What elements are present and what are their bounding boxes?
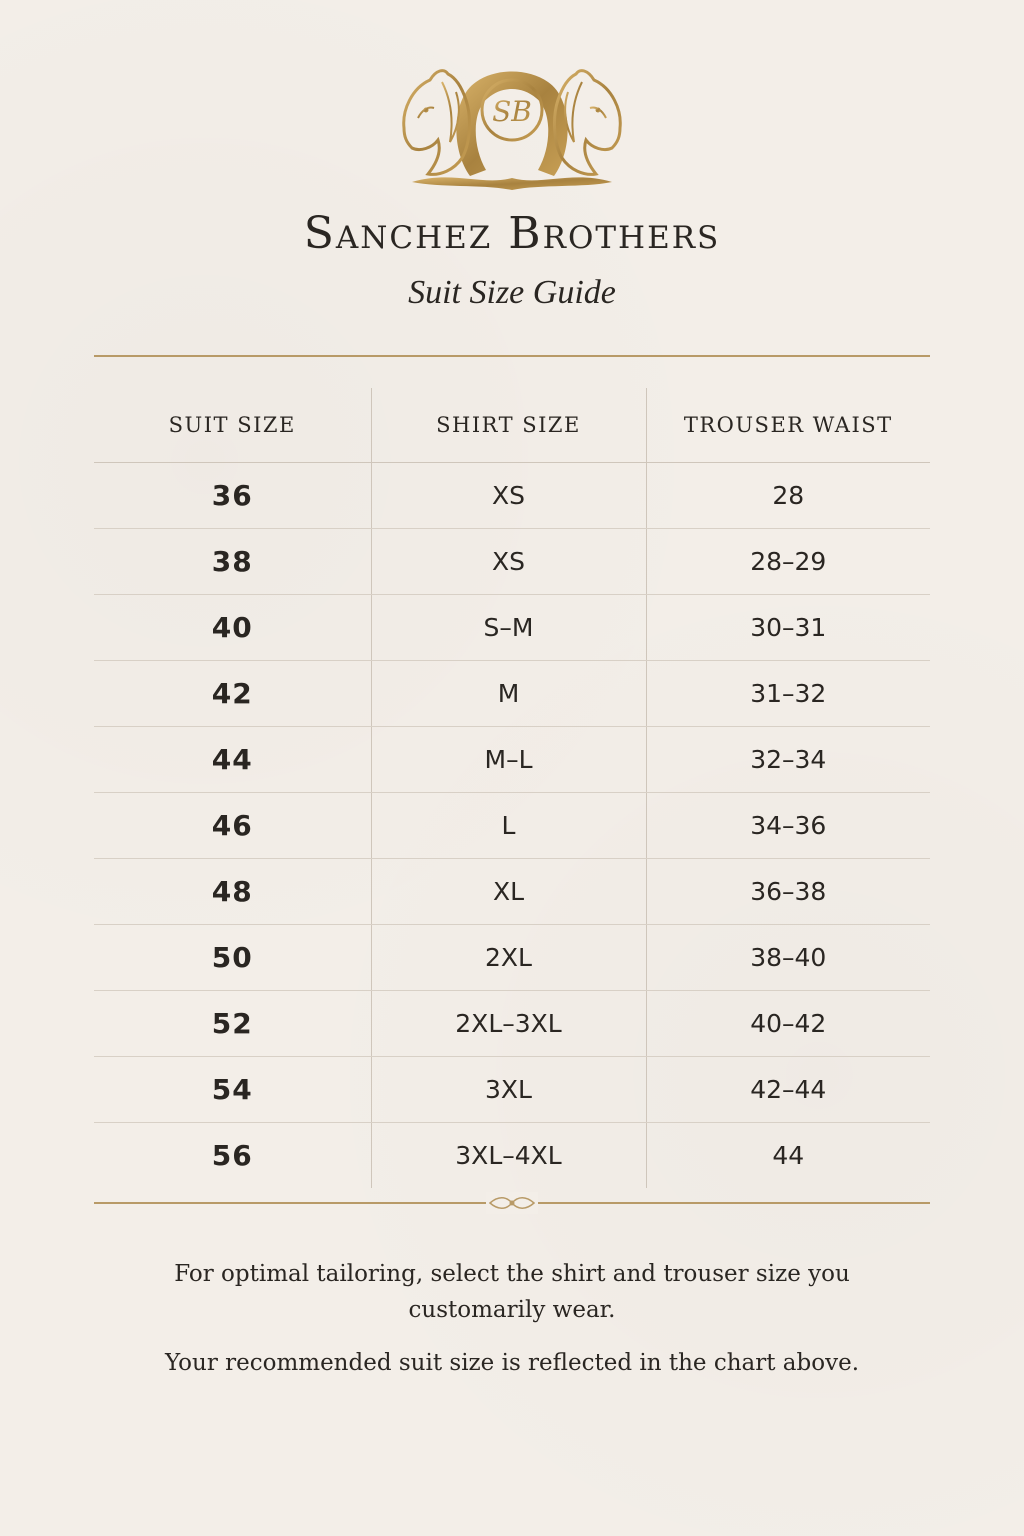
column-header-suit-size: SUIT SIZE (94, 388, 371, 463)
column-header-shirt-size: SHIRT SIZE (371, 388, 646, 463)
shirt-size-cell: L (371, 793, 646, 859)
suit-size-cell: 52 (94, 991, 371, 1057)
table-row (94, 661, 930, 727)
table-row (94, 793, 930, 859)
shirt-size-cell: 3XL (371, 1057, 646, 1123)
suit-size-cell: 56 (211, 1139, 253, 1172)
shirt-size-cell: M (371, 661, 646, 727)
table-row (94, 1123, 930, 1189)
table-row (94, 463, 930, 529)
shirt-size-cell: XS (371, 529, 646, 595)
suit-size-cell: 36 (94, 463, 371, 529)
suit-size-cell: 38 (94, 529, 371, 595)
table-row (94, 859, 930, 925)
tailoring-note-line1: For optimal tailoring, select the shirt and trouser size you (174, 1261, 850, 1287)
table-row (94, 595, 930, 661)
table-row (94, 727, 930, 793)
table-row (94, 925, 930, 991)
table-row (94, 1057, 930, 1123)
trouser-waist-cell: 32–34 (646, 727, 930, 793)
trouser-waist-cell: 28–29 (646, 529, 930, 595)
shirt-size-cell: S–M (371, 595, 646, 661)
table-row (94, 991, 930, 1057)
shirt-size-cell: M–L (371, 727, 646, 793)
table-row (94, 529, 930, 595)
column-header-trouser-waist: TROUSER WAIST (646, 388, 930, 463)
suit-size-cell: 40 (94, 595, 371, 661)
trouser-waist-cell: 36–38 (646, 859, 930, 925)
page-subtitle: Suit Size Guide (408, 274, 616, 311)
svg-text:SB: SB (492, 95, 532, 128)
tailoring-note-line2: customarily wear. (408, 1297, 616, 1323)
trouser-waist-cell: 30–31 (646, 595, 930, 661)
trouser-waist-cell: 42–44 (646, 1057, 930, 1123)
shirt-size-cell: 2XL (371, 925, 646, 991)
recommendation-note: Your recommended suit size is reflected in the chart above. (164, 1350, 860, 1376)
shirt-size-cell: 2XL–3XL (371, 991, 646, 1057)
shirt-size-cell: 3XL–4XL (371, 1123, 646, 1189)
tailoring-note (0, 1256, 1024, 1328)
suit-size-cell: 50 (94, 925, 371, 991)
suit-size-cell: 48 (94, 859, 371, 925)
brand-title: Sanchez Brothers (303, 208, 721, 259)
flourish-ornament-icon (486, 1192, 538, 1214)
trouser-waist-cell: 38–40 (646, 925, 930, 991)
suit-size-cell: 44 (94, 727, 371, 793)
suit-size-cell: 46 (94, 793, 371, 859)
table-header-row (94, 388, 930, 463)
shirt-size-cell: XL (371, 859, 646, 925)
trouser-waist-cell: 28 (646, 463, 930, 529)
trouser-waist-cell: 40–42 (646, 991, 930, 1057)
suit-size-cell: 54 (94, 1057, 371, 1123)
suit-size-cell: 42 (94, 661, 371, 727)
trouser-waist-cell: 31–32 (646, 661, 930, 727)
horses-horseshoe-logo-icon (392, 58, 632, 192)
top-divider (94, 355, 930, 357)
shirt-size-cell: XS (371, 463, 646, 529)
trouser-waist-cell: 34–36 (646, 793, 930, 859)
trouser-waist-cell: 44 (646, 1123, 930, 1189)
size-table (94, 388, 930, 1188)
